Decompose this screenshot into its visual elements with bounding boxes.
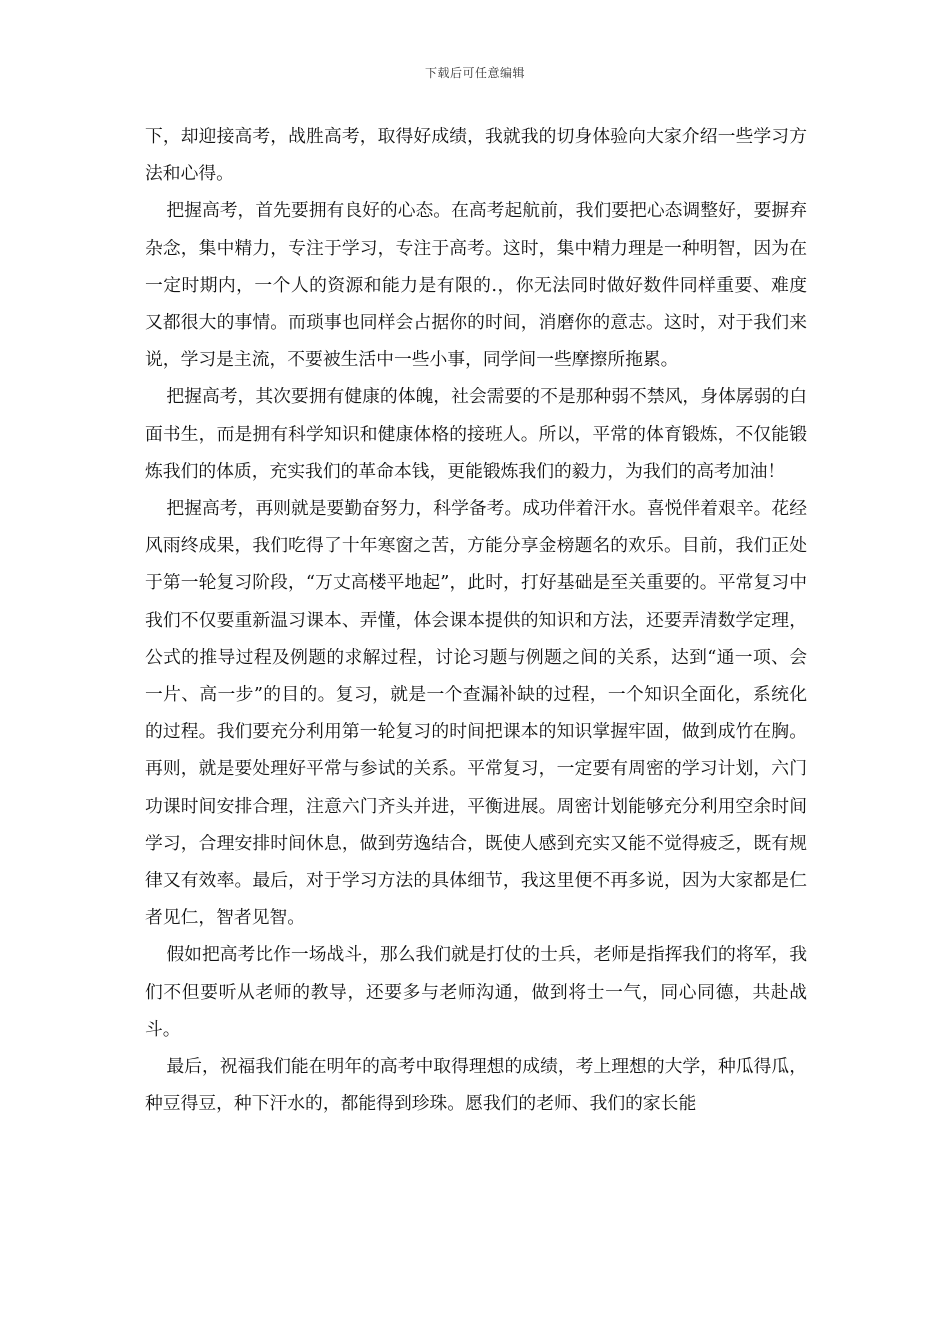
- paragraph-continued: 下，却迎接高考，战胜高考，取得好成绩，我就我的切身体验向大家介绍一些学习方法和心得。: [145, 126, 807, 185]
- paragraph-mindset: 把握高考，首先要拥有良好的心态。在高考起航前，我们要把心态调整好，要摒弃杂念，集中精力，专注于学习，专注于高考。这时，集中精力理是一种明智，因为在一定时期内，一个人的资源和能力是有限的.，你无法同时做好数件同样重要、难度又都很大的事情。而琐事也同样会占据你的时间，消磨你的意志。这时，对于我们来说，学习是主流，不要被生活中一些小事，同学间一些摩擦所拖累。: [145, 200, 807, 371]
- paragraph-closing: 最后，祝福我们能在明年的高考中取得理想的成绩，考上理想的大学，种瓜得瓜，种豆得豆，种下汗水的，都能得到珍珠。愿我们的老师、我们的家长能: [145, 1056, 807, 1115]
- paragraph-teachers: 假如把高考比作一场战斗，那么我们就是打仗的士兵，老师是指挥我们的将军，我们不但要听从老师的教导，还要多与老师沟通，做到将士一气，同心同德，共赴战斗。: [145, 944, 807, 1040]
- page-header: 下载后可任意编辑: [424, 66, 525, 80]
- document-body: [145, 118, 807, 1122]
- paragraph-study-method: 把握高考，再则就是要勤奋努力，科学备考。成功伴着汗水。喜悦伴着艰辛。花经风雨终成果，我们吃得了十年寒窗之苦，方能分享金榜题名的欢乐。目前，我们正处于第一轮复习阶段，“万丈高楼平地起”，此时，打好基础是至关重要的。平常复习中我们不仅要重新温习课本、弄懂，体会课本提供的知识和方法，还要弄清数学定理，公式的推导过程及例题的求解过程，讨论习题与例题之间的关系，达到“通一项、会一片、高一步”的目的。复习，就是一个查漏补缺的过程，一个知识全面化，系统化的过程。我们要充分利用第一轮复习的时间把课本的知识掌握牢固，做到成竹在胸。再则，就是要处理好平常与参试的关系。平常复习，一定要有周密的学习计划，六门功课时间安排合理，注意六门齐头并进，平衡进展。周密计划能够充分利用空余时间学习，合理安排时间休息，做到劳逸结合，既使人感到充实又能不觉得疲乏，既有规律又有效率。最后，对于学习方法的具体细节，我这里便不再多说，因为大家都是仁者见仁，智者见智。: [145, 498, 807, 929]
- paragraph-health: 把握高考，其次要拥有健康的体魄，社会需要的不是那种弱不禁风，身体孱弱的白面书生，而是拥有科学知识和健康体格的接班人。所以，平常的体育锻炼，不仅能锻炼我们的体质，充实我们的革命本钱，更能锻炼我们的毅力，为我们的高考加油！: [145, 386, 807, 482]
